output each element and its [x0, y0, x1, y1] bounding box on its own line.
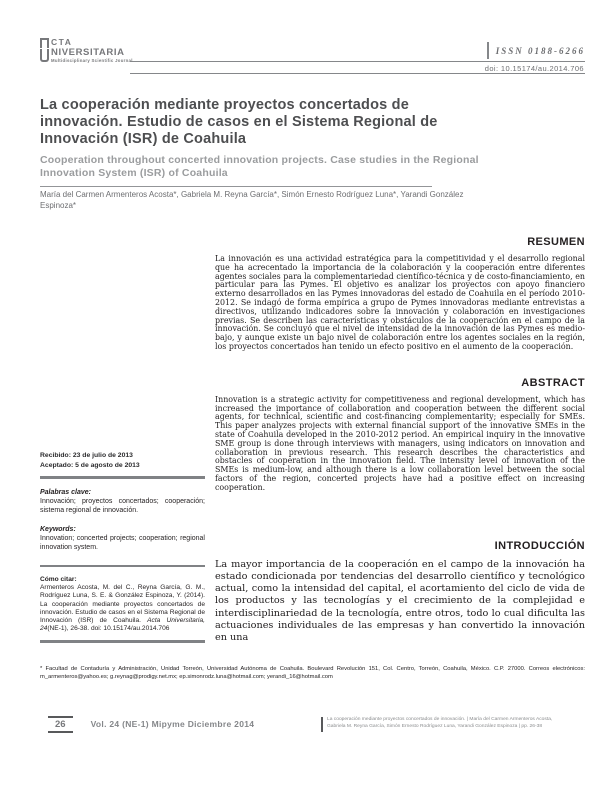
page-number: 26	[48, 716, 73, 733]
authors-byline: María del Carmen Armenteros Acosta*, Gabriela M. Reyna García*, Simón Ernesto Rodríguez Luna*, Yarandi González Espinoza*	[40, 190, 464, 210]
citation-part2: (NE-1), 26-38. doi: 10.15174/au.2014.706	[47, 625, 170, 633]
logo-tagline: Multidisciplinary Scientific Journal	[51, 58, 133, 63]
main-column	[215, 236, 585, 645]
abstract-heading: ABSTRACT	[521, 376, 585, 389]
acta-logo-glyph-icon	[40, 38, 49, 64]
palabras-clave-label: Palabras clave:	[40, 488, 91, 496]
logo-line-universitaria: NIVERSITARIA	[51, 47, 125, 58]
article-title-english: Cooperation throughout concerted innovation projects. Case studies in the Regional Innovation System (ISR) of Coahuila	[40, 154, 479, 179]
citation-part1: Armenteros Acosta, M. del C., Reyna García, G. M., Rodríguez Luna, S. E. & González Espinoza, Y. (2014). La cooperación mediante proyectos concertados de innovación. Estudio de casos en el Sistema Regional de Innovación (ISR) de Coahuila.	[40, 584, 205, 624]
issn-divider-bar	[487, 42, 489, 59]
sidebar-rule-middle	[40, 565, 205, 568]
page-footer	[48, 716, 585, 733]
como-citar-label: Cómo citar:	[40, 576, 77, 584]
logo-u-shape	[40, 49, 49, 62]
issn-block	[487, 42, 585, 59]
authors-divider-rule	[40, 186, 432, 187]
running-citation-line1: La cooperación mediante proyectos concertados de innovación. | María del Carmen Armenteros Acosta,	[327, 717, 553, 722]
palabras-clave-text: Innovación; proyectos concertados; cooperación; sistema regional de innovación.	[40, 497, 205, 514]
volume-issue-info: Vol. 24 (NE-1) Mipyme Diciembre 2014	[90, 719, 255, 729]
running-citation	[321, 716, 585, 732]
doi-text: doi: 10.15174/au.2014.706	[484, 64, 584, 73]
introduccion-heading: INTRODUCCIÓN	[494, 539, 585, 552]
resumen-paragraph: La innovación es una actividad estratégica para la competitividad y el desarrollo regional que ha acrecentado la importancia de la colaboración y la cooperación entre diferentes agentes sociales para la complementariedad científico-técnica y de costo-financiamiento, en particular para las Pymes. El objetivo es analizar los proyectos con apoyo financiero externo desarrollados en las Pymes innovadoras del estado de Coahuila en el período 2010-2012. Se indagó de forma empírica a grupo de Pymes innovadoras mediante entrevistas a directivos, utilizando indicadores sobre la innovación y colaboración en investigaciones previas. Se describen las características y obstáculos de la cooperación en el campo de la innovación. Se concluyó que el nivel de intensidad de la innovación de las Pymes es medio-bajo, y aunque existe un bajo nivel de colaboración entre los agentes sociales en la región, los proyectos concertados han tenido un efecto positivo en el aumento de la cooperación.	[215, 254, 585, 351]
sidebar-rule-bottom	[40, 640, 205, 643]
issn-number: ISSN 0188-6266	[495, 45, 585, 56]
logo-a-shape	[40, 38, 49, 48]
accepted-date: Aceptado: 5 de agosto de 2013	[40, 461, 140, 469]
acta-universitaria-logo	[40, 37, 133, 64]
footer-divider-bar	[321, 717, 323, 732]
affiliation-footnote: * Facultad de Contaduría y Administración, Unidad Torreón, Universidad Autónoma de Coahuila. Boulevard Revolución 151, Col. Centro, Torreón, Coahuila, México. C.P. 27000. Correos electrónicos: m_armenteros@yahoo.es; g.reynag@prodigy.net.mx; ep.simonrodz.luna@hotmail.com; yerandi_16@hotmail.com	[40, 666, 585, 680]
running-citation-line2: Gabriela M. Reyna García, Simón Ernesto Rodríguez Luna, Yarandi González Espinoza | pp. 26-38	[327, 723, 543, 729]
metadata-sidebar	[40, 451, 205, 643]
doi-box	[130, 61, 585, 74]
keywords-text: Innovation; concerted projects; cooperation; regional innovation system.	[40, 534, 205, 551]
resumen-heading: RESUMEN	[527, 236, 585, 248]
logo-wordmark	[51, 37, 133, 64]
received-date: Recibido: 23 de julio de 2013	[40, 452, 133, 459]
abstract-paragraph: Innovation is a strategic activity for competitiveness and regional development, which has increased the importance of collaboration and cooperation between the different social agents, for technical, scientific and cost-financing complementarity; especially for SMEs. This paper analyzes projects with external financial support of the innovative SMEs in the state of Coahuila developed in the 2010-2012 period. An empirical inquiry in the innovative SME group is done through interviews with managers, using indicators on innovation and collaboration in previous research. This research describes the characteristics and obstacles of cooperation in the innovation field. The intensity level of innovation of the SMEs is medium-low, and although there is a low collaboration level between the social factors of the region, concerted projects have had a positive effect on increasing cooperation.	[215, 394, 585, 492]
article-title-spanish: La cooperación mediante proyectos concertados de innovación. Estudio de casos en el Sistema Regional de Innovación (ISR) de Coahuila	[40, 97, 438, 147]
keywords-label: Keywords:	[40, 525, 76, 533]
logo-line-acta: CTA	[51, 37, 73, 47]
running-citation-text	[327, 717, 585, 732]
citation-text	[40, 584, 205, 633]
sidebar-rule-top	[40, 476, 205, 479]
introduccion-paragraph: La mayor importancia de la cooperación en el campo de la innovación ha estado condicionada por tendencias del desarrollo científico y tecnológico actual, como la intensidad del capital, el acortamiento del ciclo de vida de los productos y las tecnologías y el crecimiento de la complejidad e interdisciplinariedad de la tecnología, entre otros, todo lo cual dificulta las actuaciones individuales de las empresas y han convertido la innovación en una	[215, 558, 585, 644]
citation-journal-name: Acta Universitaria, 24	[40, 617, 205, 633]
